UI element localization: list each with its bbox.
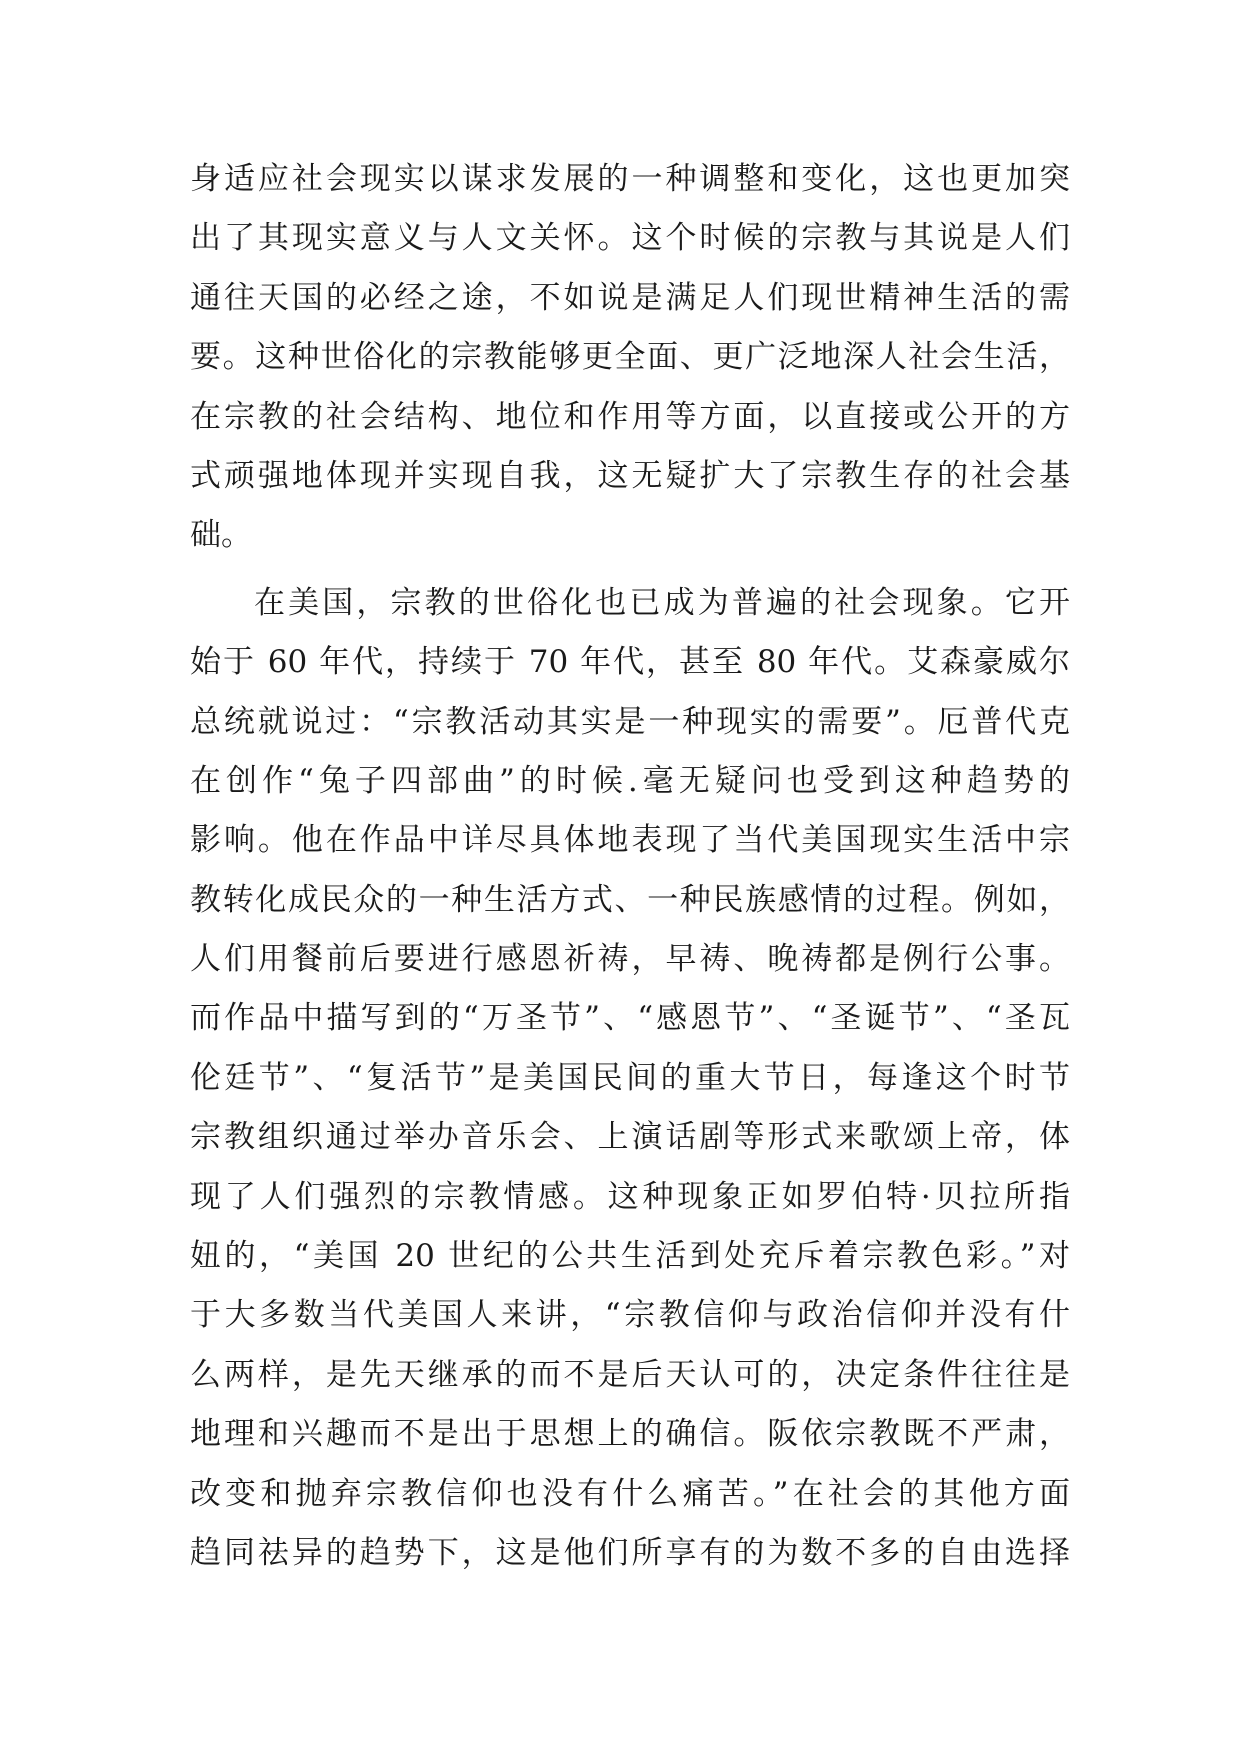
text-line: 么两样，是先天继承的而不是后天认可的，决定条件往往是	[190, 1356, 1070, 1393]
text-line: 始于 60 年代，持续于 70 年代，甚至 80 年代。艾森豪威尔	[190, 644, 1070, 681]
text-line: 地理和兴趣而不是出于思想上的确信。阪依宗教既不严肃，	[190, 1416, 1070, 1453]
text-line: 在创作“兔子四部曲”的时候.毫无疑问也受到这种趋势的	[190, 762, 1070, 799]
text-line: 影响。他在作品中详尽具体地表现了当代美国现实生活中宗	[190, 822, 1070, 859]
text-line: 出了其现实意义与人文关怀。这个时候的宗教与其说是人们	[190, 220, 1070, 257]
text-line: 总统就说过：“宗教活动其实是一种现实的需要”。厄普代克	[190, 703, 1070, 740]
text-line: 妞的，“美国 20 世纪的公共生活到处充斥着宗教色彩。”对	[190, 1238, 1070, 1275]
text-line: 现了人们强烈的宗教情感。这种现象正如罗伯特·贝拉所指	[190, 1178, 1070, 1215]
text-line: 通往天国的必经之途，不如说是满足人们现世精神生活的需	[190, 279, 1070, 316]
text-line: 身适应社会现实以谋求发展的一种调整和变化，这也更加突	[190, 161, 1070, 197]
text-line: 在美国，宗教的世俗化也已成为普遍的社会现象。它开	[254, 584, 1070, 621]
text-line: 教转化成民众的一种生活方式、一种民族感情的过程。例如，	[190, 881, 1070, 918]
text-line: 式顽强地体现并实现自我，这无疑扩大了宗教生存的社会基	[190, 457, 1070, 494]
paragraph-spacer	[190, 566, 1070, 574]
paragraph-2	[190, 574, 1070, 1584]
paragraph-1	[190, 150, 1070, 566]
text-line: 改变和抛弃宗教信仰也没有什么痛苦。”在社会的其他方面	[190, 1475, 1070, 1512]
text-line: 要。这种世俗化的宗教能够更全面、更广泛地深人社会生活，	[190, 339, 1070, 376]
text-line: 础。	[190, 517, 252, 554]
text-line: 宗教组织通过举办音乐会、上演话剧等形式来歌颂上帝，体	[190, 1119, 1070, 1156]
body-text	[190, 150, 1070, 1583]
text-line: 趋同祛异的趋势下，这是他们所享有的为数不多的自由选择	[190, 1534, 1070, 1571]
text-line: 伦廷节”、“复活节”是美国民间的重大节日，每逢这个时节	[190, 1059, 1070, 1096]
text-line: 而作品中描写到的“万圣节”、“感恩节”、“圣诞节”、“圣瓦	[190, 1000, 1070, 1037]
text-line: 于大多数当代美国人来讲，“宗教信仰与政治信仰并没有什	[190, 1297, 1070, 1334]
text-line: 人们用餐前后要进行感恩祈祷，早祷、晚祷都是例行公事。	[190, 941, 1070, 978]
text-line: 在宗教的社会结构、地位和作用等方面，以直接或公开的方	[190, 398, 1070, 435]
